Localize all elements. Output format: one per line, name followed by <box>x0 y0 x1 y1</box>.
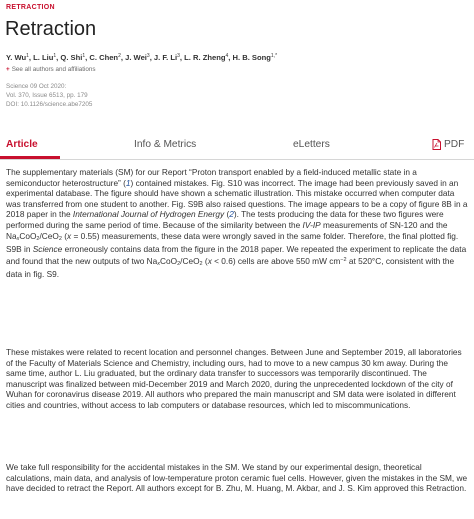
page-title: Retraction <box>5 18 97 40</box>
body-paragraph-3: We take full responsibility for the accidental mistakes in the SM. We stand by our experimental design, theoretical calculations, main data, and analysis of low-temperature proton ceramic fuel cells. However, given the mistakes in the SM, we have decided to retract the Report. All authors except for B. Zhu, M. Huang, M. Akbar, and J. S. Kim approved this Retraction. <box>6 462 468 494</box>
tab-info-metrics-label: Info & Metrics <box>134 139 197 150</box>
see-all-authors-link[interactable] <box>6 66 96 73</box>
author-link[interactable]: Y. Wu$^1$ <box>6 53 29 62</box>
tab-pdf[interactable] <box>432 139 464 150</box>
author-link[interactable]: H. B. Song$^{1,*}$ <box>232 53 278 62</box>
tab-article-label: Article <box>6 139 38 150</box>
author-link[interactable]: L. R. Zheng$^4$ <box>184 53 229 62</box>
author-link[interactable]: J. F. Li$^3$ <box>153 53 180 62</box>
author-link[interactable]: L. Liu$^1$ <box>33 53 57 62</box>
volume-issue: Vol. 370, Issue 6513, pp. 179 <box>6 91 88 99</box>
tab-eletters[interactable] <box>293 139 330 150</box>
plus-icon: + <box>6 66 10 73</box>
article-kicker: RETRACTION <box>6 4 55 11</box>
author-list: Y. Wu$^1$, L. Liu$^1$, Q. Shi$^1$, C. Chen$^2$, J. Wei$^3$, J. F. Li$^3$, L. R. Zheng$^4$, H. B. Song$^{1,*}$ <box>6 53 278 62</box>
body-paragraph-1: The supplementary materials (SM) for our Report “Proton transport enabled by a field-induced metallic state in a semiconductor heterostructure” (1) contained mistakes. Fig. S10 was incorrect. The image had been previously saved in an experimental database. The figure should have shown a schematic illustration. This mistake occurred when computer data was transferred from one student to another. Fig. S9B also raised questions. The image appears to be a copy of figure 8B in a 2018 paper in the International Journal of Hydrogen Energy (2). The tests producing the data for these two figures were performed during the same period of time. Because of the similarity between the IV-IP measurements of SN-120 and the $Na_xCoO_2/CeO_2$ (x = 0.55) measurements, these data were wrongly saved in the same folder. Therefore, the final plotted fig. S9B in Science erroneously contains data from the figure in the 2018 paper. We repeated the experiment to replicate the data and found that the new outputs of two $Na_xCoO_2/CeO_2$ (x < 0.6) cells are above 550 mW $cm^{-2}$ at 520°C, consistent with the data in fig. S9. <box>6 167 468 280</box>
citation-link[interactable]: 1 <box>125 177 131 188</box>
author-link[interactable]: C. Chen$^2$ <box>89 53 121 62</box>
pdf-icon <box>432 139 441 150</box>
journal-date: Science 09 Oct 2020: <box>6 83 67 90</box>
citation-link[interactable]: 2 <box>229 209 234 220</box>
tab-info-metrics[interactable] <box>134 139 196 150</box>
article-tabs <box>0 131 474 160</box>
see-all-label: See all authors and affiliations <box>11 66 96 73</box>
article-meta <box>6 83 92 109</box>
tab-article-underline <box>0 156 60 159</box>
body-paragraph-2: These mistakes were related to recent location and personnel changes. Between June and September 2019, all laboratories of the Faculty of Materials Science and Chemistry, including ours, had to move to a new campus 30 km away. During the same time, author L. Liu graduated, but the ordinary data transfer to successors was temporarily discontinued. The manuscript was finalized between mid-December 2019 and March 2020, during the unprecedented lockdown of the city of Wuhan for coronavirus disease 2019. All authors who prepared the main manuscript and SM data were isolated in different cities and countries, without access to lab computers or database resources, which led to miscommunications. <box>6 347 462 410</box>
author-link[interactable]: Q. Shi$^1$ <box>60 53 86 62</box>
tab-article[interactable] <box>6 139 38 150</box>
author-link[interactable]: J. Wei$^3$ <box>125 53 150 62</box>
tab-eletters-label: eLetters <box>293 139 330 150</box>
doi[interactable]: DOI: 10.1126/science.abe7205 <box>6 100 93 108</box>
tab-pdf-label: PDF <box>444 139 465 150</box>
